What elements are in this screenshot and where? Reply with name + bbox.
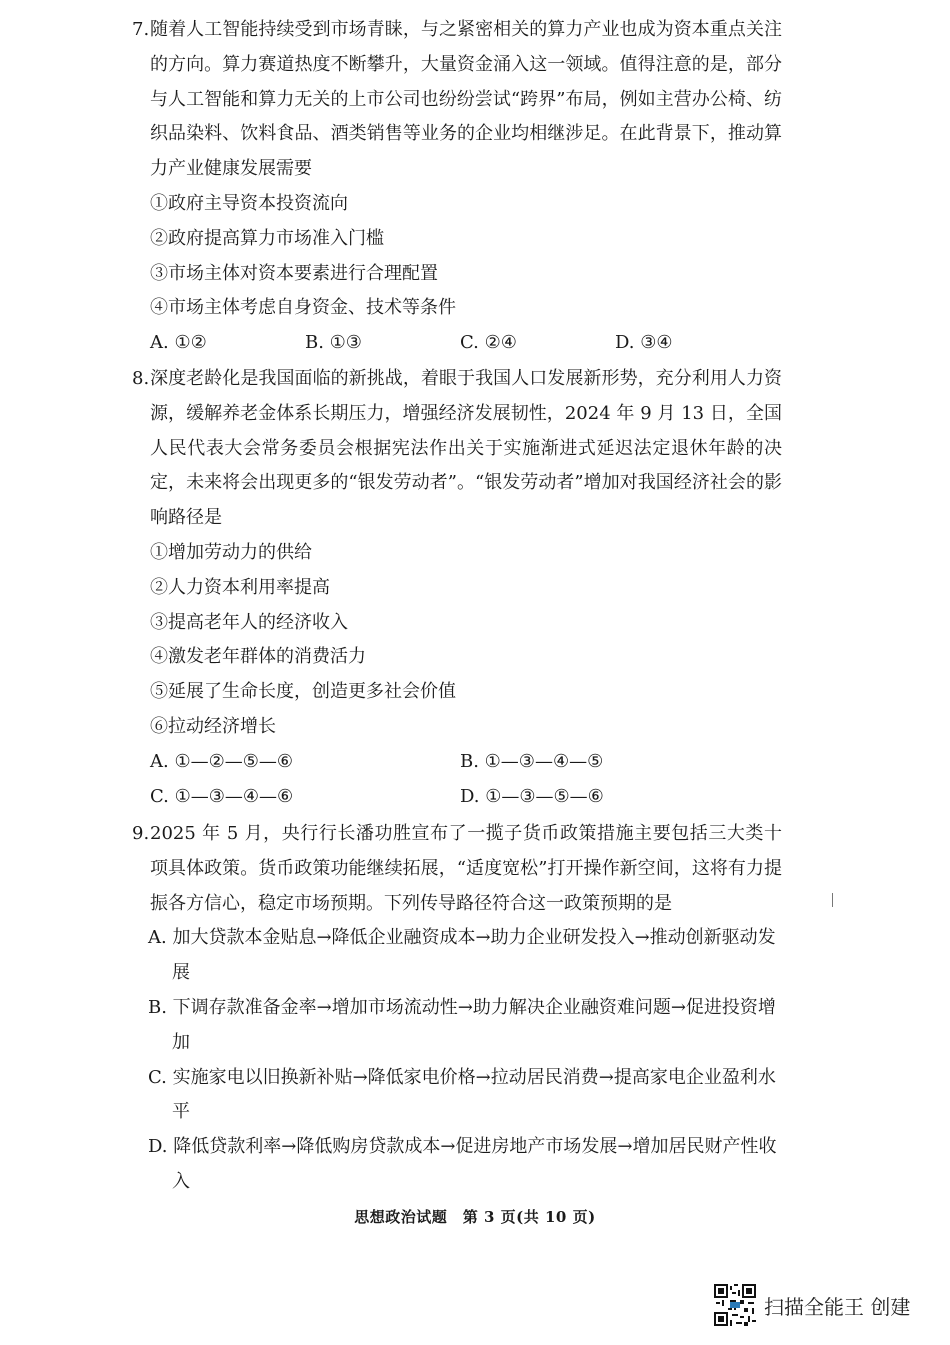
q8-option-d: D. ①—③—⑤—⑥ <box>460 785 604 807</box>
q8-statement-4: ④激发老年群体的消费活力 <box>150 646 366 668</box>
q8-statement-1: ①增加劳动力的供给 <box>150 541 312 563</box>
q8-option-b: B. ①—③—④—⑤ <box>460 750 604 772</box>
q7-option-b: B. ①③ <box>305 332 362 354</box>
question-9 <box>132 817 782 1200</box>
q7-statement-4: ④市场主体考虑自身资金、技术等条件 <box>150 297 456 319</box>
q7-option-a: A. ①② <box>150 332 207 354</box>
page-footer: 思想政治试题 第 3 页(共 10 页) <box>354 1208 596 1226</box>
question-9-stem <box>132 817 782 921</box>
q7-statement-1: ①政府主导资本投资流向 <box>150 192 348 214</box>
question-7-text: 随着人工智能持续受到市场青睐，与之紧密相关的算力产业也成为资本重点关注的方向。算力赛道热度不断攀升，大量资金涌入这一领域。值得注意的是，部分与人工智能和算力无关的上市公司也纷纷尝试“跨界”布局，例如主营办公椅、纺织品染料、饮料食品、酒类销售等业务的企业均相继涉足。在此背景下，推动算力产业健康发展需要 <box>150 19 782 180</box>
question-9-number: 9. <box>132 823 150 844</box>
question-9-text: 2025 年 5 月，央行行长潘功胜宣布了一揽子货币政策措施主要包括三大类十项具体政策。货币政策功能继续拓展，“适度宽松”打开操作新空间，这将有力提振各方信心，稳定市场预期。下列传导路径符合这一政策预期的是 <box>150 823 782 914</box>
watermark-text: 扫描全能王 创建 <box>764 1294 911 1319</box>
question-8 <box>132 362 782 814</box>
q9-option-b: B. 下调存款准备金率→增加市场流动性→助力解决企业融资难问题→促进投资增加 <box>148 996 776 1053</box>
q7-options <box>132 326 782 361</box>
q8-statement-5: ⑤延展了生命长度，创造更多社会价值 <box>150 681 456 703</box>
scanner-watermark <box>714 1284 910 1326</box>
q9-option-d: D. 降低贷款利率→降低购房贷款成本→促进房地产市场发展→增加居民财产性收入 <box>148 1136 777 1192</box>
q8-options-row-2 <box>132 780 782 815</box>
question-7-number: 7. <box>132 19 150 40</box>
question-7-stem <box>132 13 782 187</box>
q7-option-c: C. ②④ <box>460 332 517 354</box>
q9-option-c: C. 实施家电以旧换新补贴→降低家电价格→拉动居民消费→提高家电企业盈利水平 <box>148 1066 776 1123</box>
q8-statement-3: ③提高老年人的经济收入 <box>150 611 348 633</box>
question-7 <box>132 13 782 361</box>
q7-statement-2: ②政府提高算力市场准入门槛 <box>150 227 384 249</box>
q7-statement-3: ③市场主体对资本要素进行合理配置 <box>150 262 438 284</box>
question-8-number: 8. <box>132 368 150 389</box>
q8-option-c: C. ①—③—④—⑥ <box>150 785 294 807</box>
q8-option-a: A. ①—②—⑤—⑥ <box>150 750 293 772</box>
q9-option-a: A. 加大贷款本金贴息→降低企业融资成本→助力企业研发投入→推动创新驱动发展 <box>148 927 776 984</box>
q8-statement-6: ⑥拉动经济增长 <box>150 715 276 737</box>
question-8-stem <box>132 362 782 536</box>
qr-code-icon <box>714 1284 756 1326</box>
q8-statement-2: ②人力资本利用率提高 <box>150 576 330 598</box>
q7-option-d: D. ③④ <box>615 332 673 354</box>
margin-mark <box>832 893 833 907</box>
question-8-text: 深度老龄化是我国面临的新挑战，着眼于我国人口发展新形势，充分利用人力资源，缓解养老金体系长期压力，增强经济发展韧性，2024 年 9 月 13 日，全国人民代表大会常务委员会根据宪法作出关于实施渐进式延迟法定退休年龄的决定，未来将会出现更多的“银发劳动者”。“银发劳动者”增加对我国经济社会的影响路径是 <box>150 368 782 529</box>
q8-options-row-1 <box>132 745 782 780</box>
